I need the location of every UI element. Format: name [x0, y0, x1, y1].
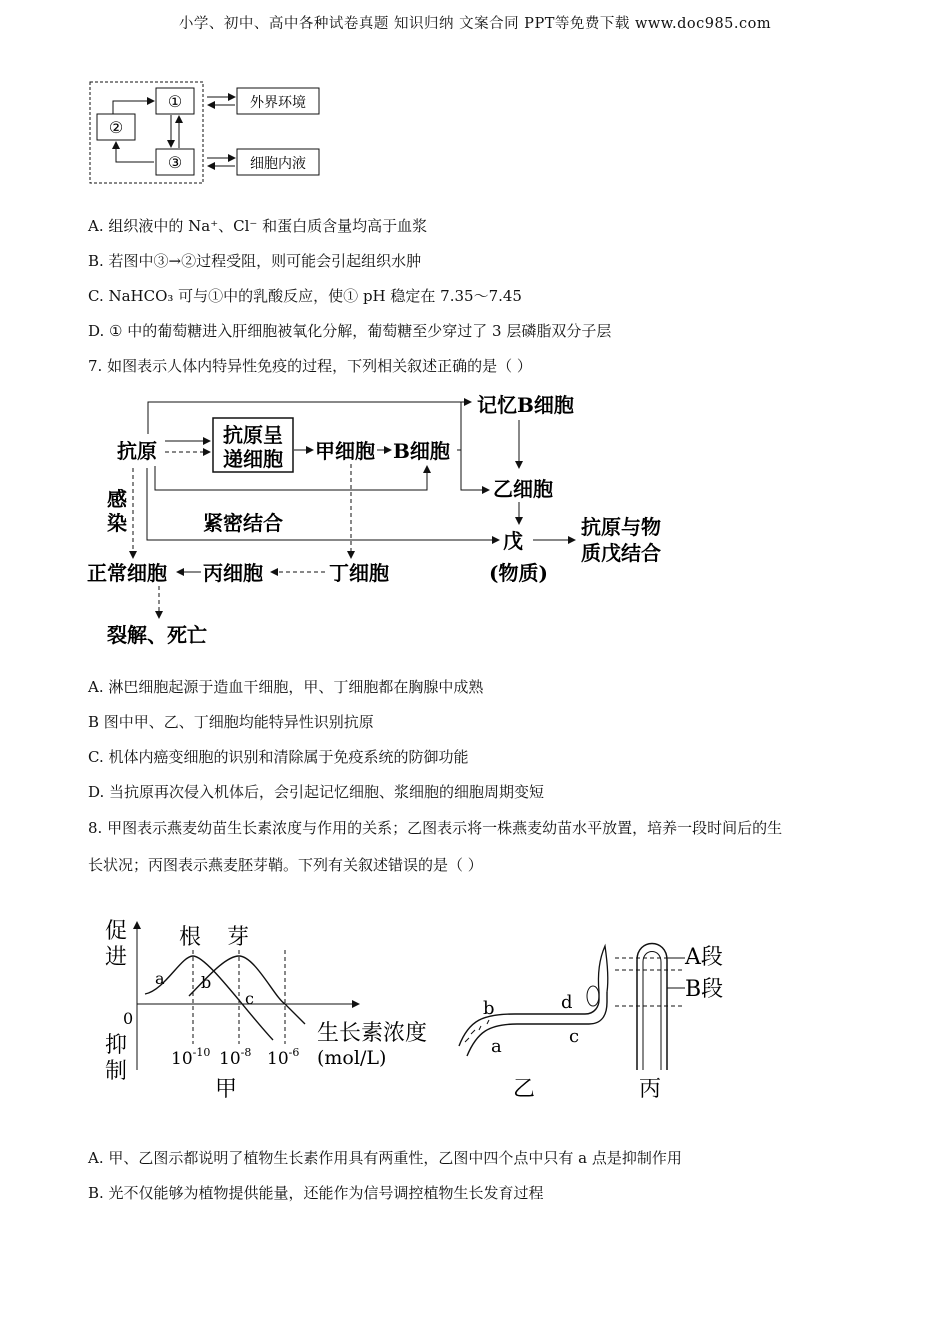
- seedling-point-c: c: [569, 1026, 580, 1047]
- cell-jia-label: 甲细胞: [315, 439, 375, 463]
- q7-option-c: C. 机体内癌变细胞的识别和清除属于免疫系统的防御功能: [88, 748, 469, 766]
- wu-label: 戊: [503, 529, 523, 553]
- arrow-3-to-2: [116, 142, 154, 162]
- normal-cell-label: 正常细胞: [87, 561, 167, 585]
- curve-point-c: c: [245, 989, 254, 1008]
- lysis-label: 裂解、死亡: [107, 623, 207, 647]
- tick-1e-8: $10^{-8}$: [219, 1046, 252, 1069]
- q6-option-a: A. 组织液中的 Na⁺、Cl⁻ 和蛋白质含量均高于血浆: [88, 217, 428, 235]
- seedling-point-a: a: [491, 1036, 502, 1057]
- apc-label-line2: 递细胞: [223, 447, 283, 471]
- y-promote-2: 进: [105, 945, 128, 970]
- origin-label: 0: [123, 1009, 134, 1028]
- coleoptile-outline: [637, 944, 667, 1071]
- tick-1e-6: $10^{-6}$: [267, 1046, 300, 1069]
- label-bing: 丙: [639, 1077, 662, 1102]
- label-jia: 甲: [215, 1077, 238, 1102]
- curve-point-a: a: [155, 969, 165, 988]
- tight-binding-label: 紧密结合: [203, 511, 283, 535]
- arrow-b-to-memory: [457, 402, 461, 450]
- coleoptile-inner: [643, 952, 661, 1071]
- result-label-line2: 质戊结合: [581, 541, 661, 565]
- external-env-label: 外界环境: [250, 95, 306, 111]
- seedling-point-d: d: [561, 992, 573, 1013]
- node-2-label: ②: [108, 118, 124, 137]
- memory-b-label: 记忆B细胞: [477, 393, 574, 417]
- q8-option-b: B. 光不仅能够为植物提供能量，还能作为信号调控植物生长发育过程: [88, 1184, 544, 1202]
- y-inhibit-2: 制: [105, 1059, 128, 1084]
- q6-option-d: D. ① 中的葡萄糖进入肝细胞被氧化分解，葡萄糖至少穿过了 3 层磷脂双分子层: [88, 322, 612, 340]
- x-axis-label-2: (mol/L): [317, 1047, 387, 1069]
- q7-option-b: B 图中甲、乙、丁细胞均能特异性识别抗原: [88, 713, 374, 731]
- infection-char-2: 染: [107, 511, 127, 535]
- auxin-figures: [85, 910, 765, 1110]
- y-promote-1: 促: [105, 919, 128, 944]
- page-header: 小学、初中、高中各种试卷真题 知识归纳 文案合同 PPT等免费下载 www.doc985.com: [178, 16, 772, 32]
- result-label-line1: 抗原与物: [581, 515, 661, 539]
- internal-environment-diagram: [85, 78, 330, 188]
- tick-1e-10: $10^{-10}$: [171, 1046, 211, 1069]
- arrow-2-to-1: [113, 101, 154, 114]
- seedling-seed: [587, 986, 599, 1006]
- apc-label-line1: 抗原呈: [223, 423, 283, 447]
- cell-b-label: B细胞: [393, 439, 450, 463]
- seedling-point-b: b: [483, 998, 495, 1019]
- infection-char-1: 感: [107, 487, 127, 511]
- bud-label: 芽: [227, 925, 250, 950]
- q8-stem-line1: 8. 甲图表示燕麦幼苗生长素浓度与作用的关系；乙图表示将一株燕麦幼苗水平放置，培养一段时间后的生: [88, 819, 783, 837]
- node-3-label: ③: [167, 153, 183, 172]
- seedling-shoot: [598, 946, 607, 992]
- y-inhibit-1: 抑: [105, 1033, 128, 1058]
- q7-stem: 7. 如图表示人体内特异性免疫的过程，下列相关叙述正确的是（ ）: [88, 357, 532, 375]
- arrow-antigen-to-wu: [147, 468, 499, 540]
- cell-bing-label: 丙细胞: [203, 561, 263, 585]
- q7-option-a: A. 淋巴细胞起源于造血干细胞，甲、丁细胞都在胸腺中成熟: [88, 678, 484, 696]
- wu-substance-label: (物质): [489, 561, 548, 585]
- immunity-process-diagram: [85, 388, 685, 658]
- q8-stem-line2: 长状况；丙图表示燕麦胚芽鞘。下列有关叙述错误的是（ ）: [88, 856, 483, 874]
- node-1-label: ①: [167, 92, 183, 111]
- antigen-label: 抗原: [117, 439, 157, 463]
- arrow-antigen-to-memory-b: [148, 402, 471, 434]
- segment-a-label: A段: [685, 945, 723, 970]
- intracellular-fluid-label: 细胞内液: [250, 156, 306, 172]
- cell-ding-label: 丁细胞: [329, 561, 389, 585]
- label-yi: 乙: [513, 1077, 536, 1102]
- root-label: 根: [179, 925, 202, 950]
- q8-option-a: A. 甲、乙图示都说明了植物生长素作用具有两重性，乙图中四个点中只有 a 点是抑制作用: [88, 1149, 682, 1167]
- q7-option-d: D. 当抗原再次侵入机体后，会引起记忆细胞、浆细胞的细胞周期变短: [88, 783, 545, 801]
- q6-option-c: C. NaHCO₃ 可与①中的乳酸反应，使① pH 稳定在 7.35～7.45: [88, 287, 522, 305]
- curve-point-b: b: [201, 973, 212, 992]
- q6-option-b: B. 若图中③→②过程受阻，则可能会引起组织水肿: [88, 252, 422, 270]
- cell-yi-label: 乙细胞: [493, 477, 553, 501]
- x-axis-label-1: 生长素浓度: [317, 1021, 428, 1046]
- segment-b-label: B段: [685, 977, 724, 1002]
- arrow-b-to-yi: [461, 450, 489, 490]
